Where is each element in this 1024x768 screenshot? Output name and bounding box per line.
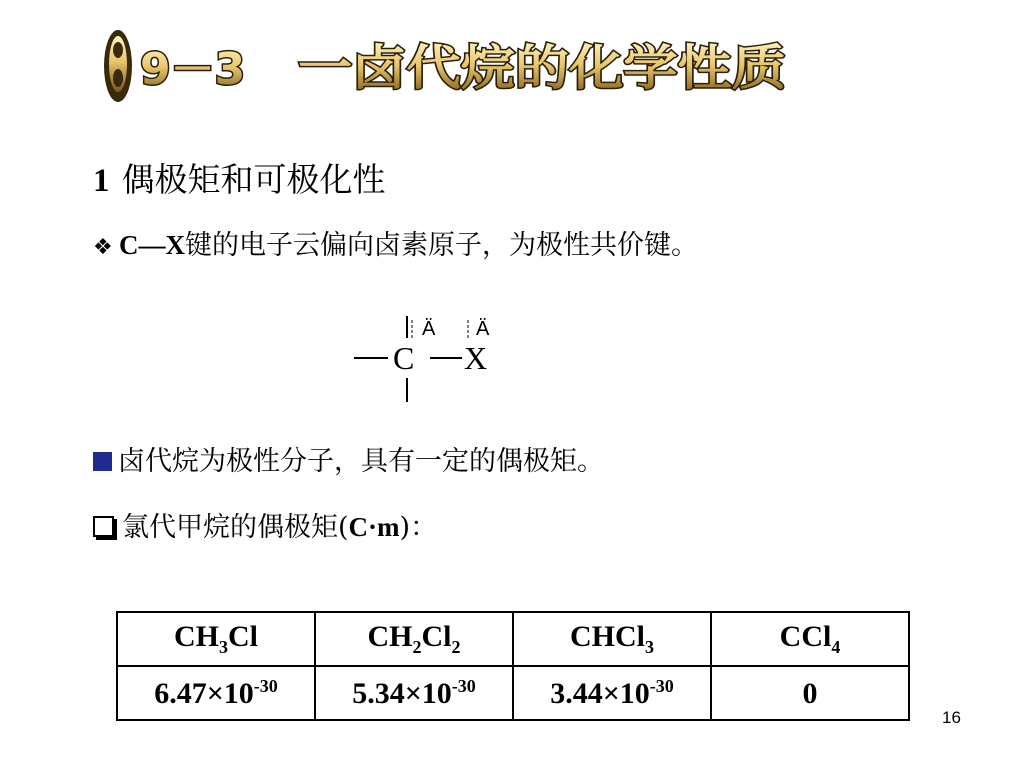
x-partial-charge-mark: Ä xyxy=(476,318,490,340)
carbon-atom: C xyxy=(393,340,415,376)
table-cell: 0 xyxy=(711,666,909,720)
cx-bond-formula xyxy=(350,308,510,408)
bullet-polar-molecule xyxy=(93,444,604,480)
table-cell: $3.44\times 10^{-30}$ xyxy=(513,666,711,720)
table-header-cell: CCl$_4$ xyxy=(711,612,909,666)
section-heading-number: 1 xyxy=(93,163,110,199)
page-number: 16 xyxy=(942,708,961,727)
cx-bond-diagram xyxy=(350,308,510,408)
bullet-polar-molecule-text: 卤代烷为极性分子，具有一定的偶极矩。 xyxy=(118,446,604,477)
bullet-polar-bond xyxy=(93,227,698,266)
table-row xyxy=(117,666,909,720)
bullet-polar-bond-text: 键的电子云偏向卤素原子，为极性共价键。 xyxy=(185,230,698,261)
diamond-bullet-icon: ❖ xyxy=(93,235,113,260)
bullet-dipole-values xyxy=(93,509,437,546)
dipole-moment-table xyxy=(116,611,910,721)
table-header-row xyxy=(117,612,909,666)
table-cell: $6.47\times 10^{-30}$ xyxy=(117,666,315,720)
title-text: 一卤代烷的化学性质 xyxy=(298,40,786,96)
title-ornament-icon xyxy=(104,30,132,102)
title-section-number: 9－3 xyxy=(140,44,246,95)
table-header-cell: $CH_2Cl_2$ xyxy=(315,612,513,666)
title-graphic xyxy=(100,20,792,108)
square-bullet-icon xyxy=(93,452,112,471)
box-bullet-icon xyxy=(93,516,114,537)
table-header-cell: CHCl$_3$ xyxy=(513,612,711,666)
table-cell: $5.34\times 10^{-30}$ xyxy=(315,666,513,720)
c-partial-charge-mark: Ä xyxy=(422,318,436,340)
dipole-unit: C·m xyxy=(348,512,400,542)
slide-title xyxy=(100,20,792,108)
bond-label: C—X xyxy=(119,230,185,260)
bullet-dipole-text-after: )： xyxy=(399,512,438,543)
section-heading-text: 偶极矩和可极化性 xyxy=(121,160,386,199)
section-heading xyxy=(93,158,386,203)
bullet-dipole-text-before: 氯代甲烷的偶极矩( xyxy=(122,512,349,543)
halogen-atom: X xyxy=(464,340,488,376)
table-header-cell: $CH_3Cl$ xyxy=(117,612,315,666)
